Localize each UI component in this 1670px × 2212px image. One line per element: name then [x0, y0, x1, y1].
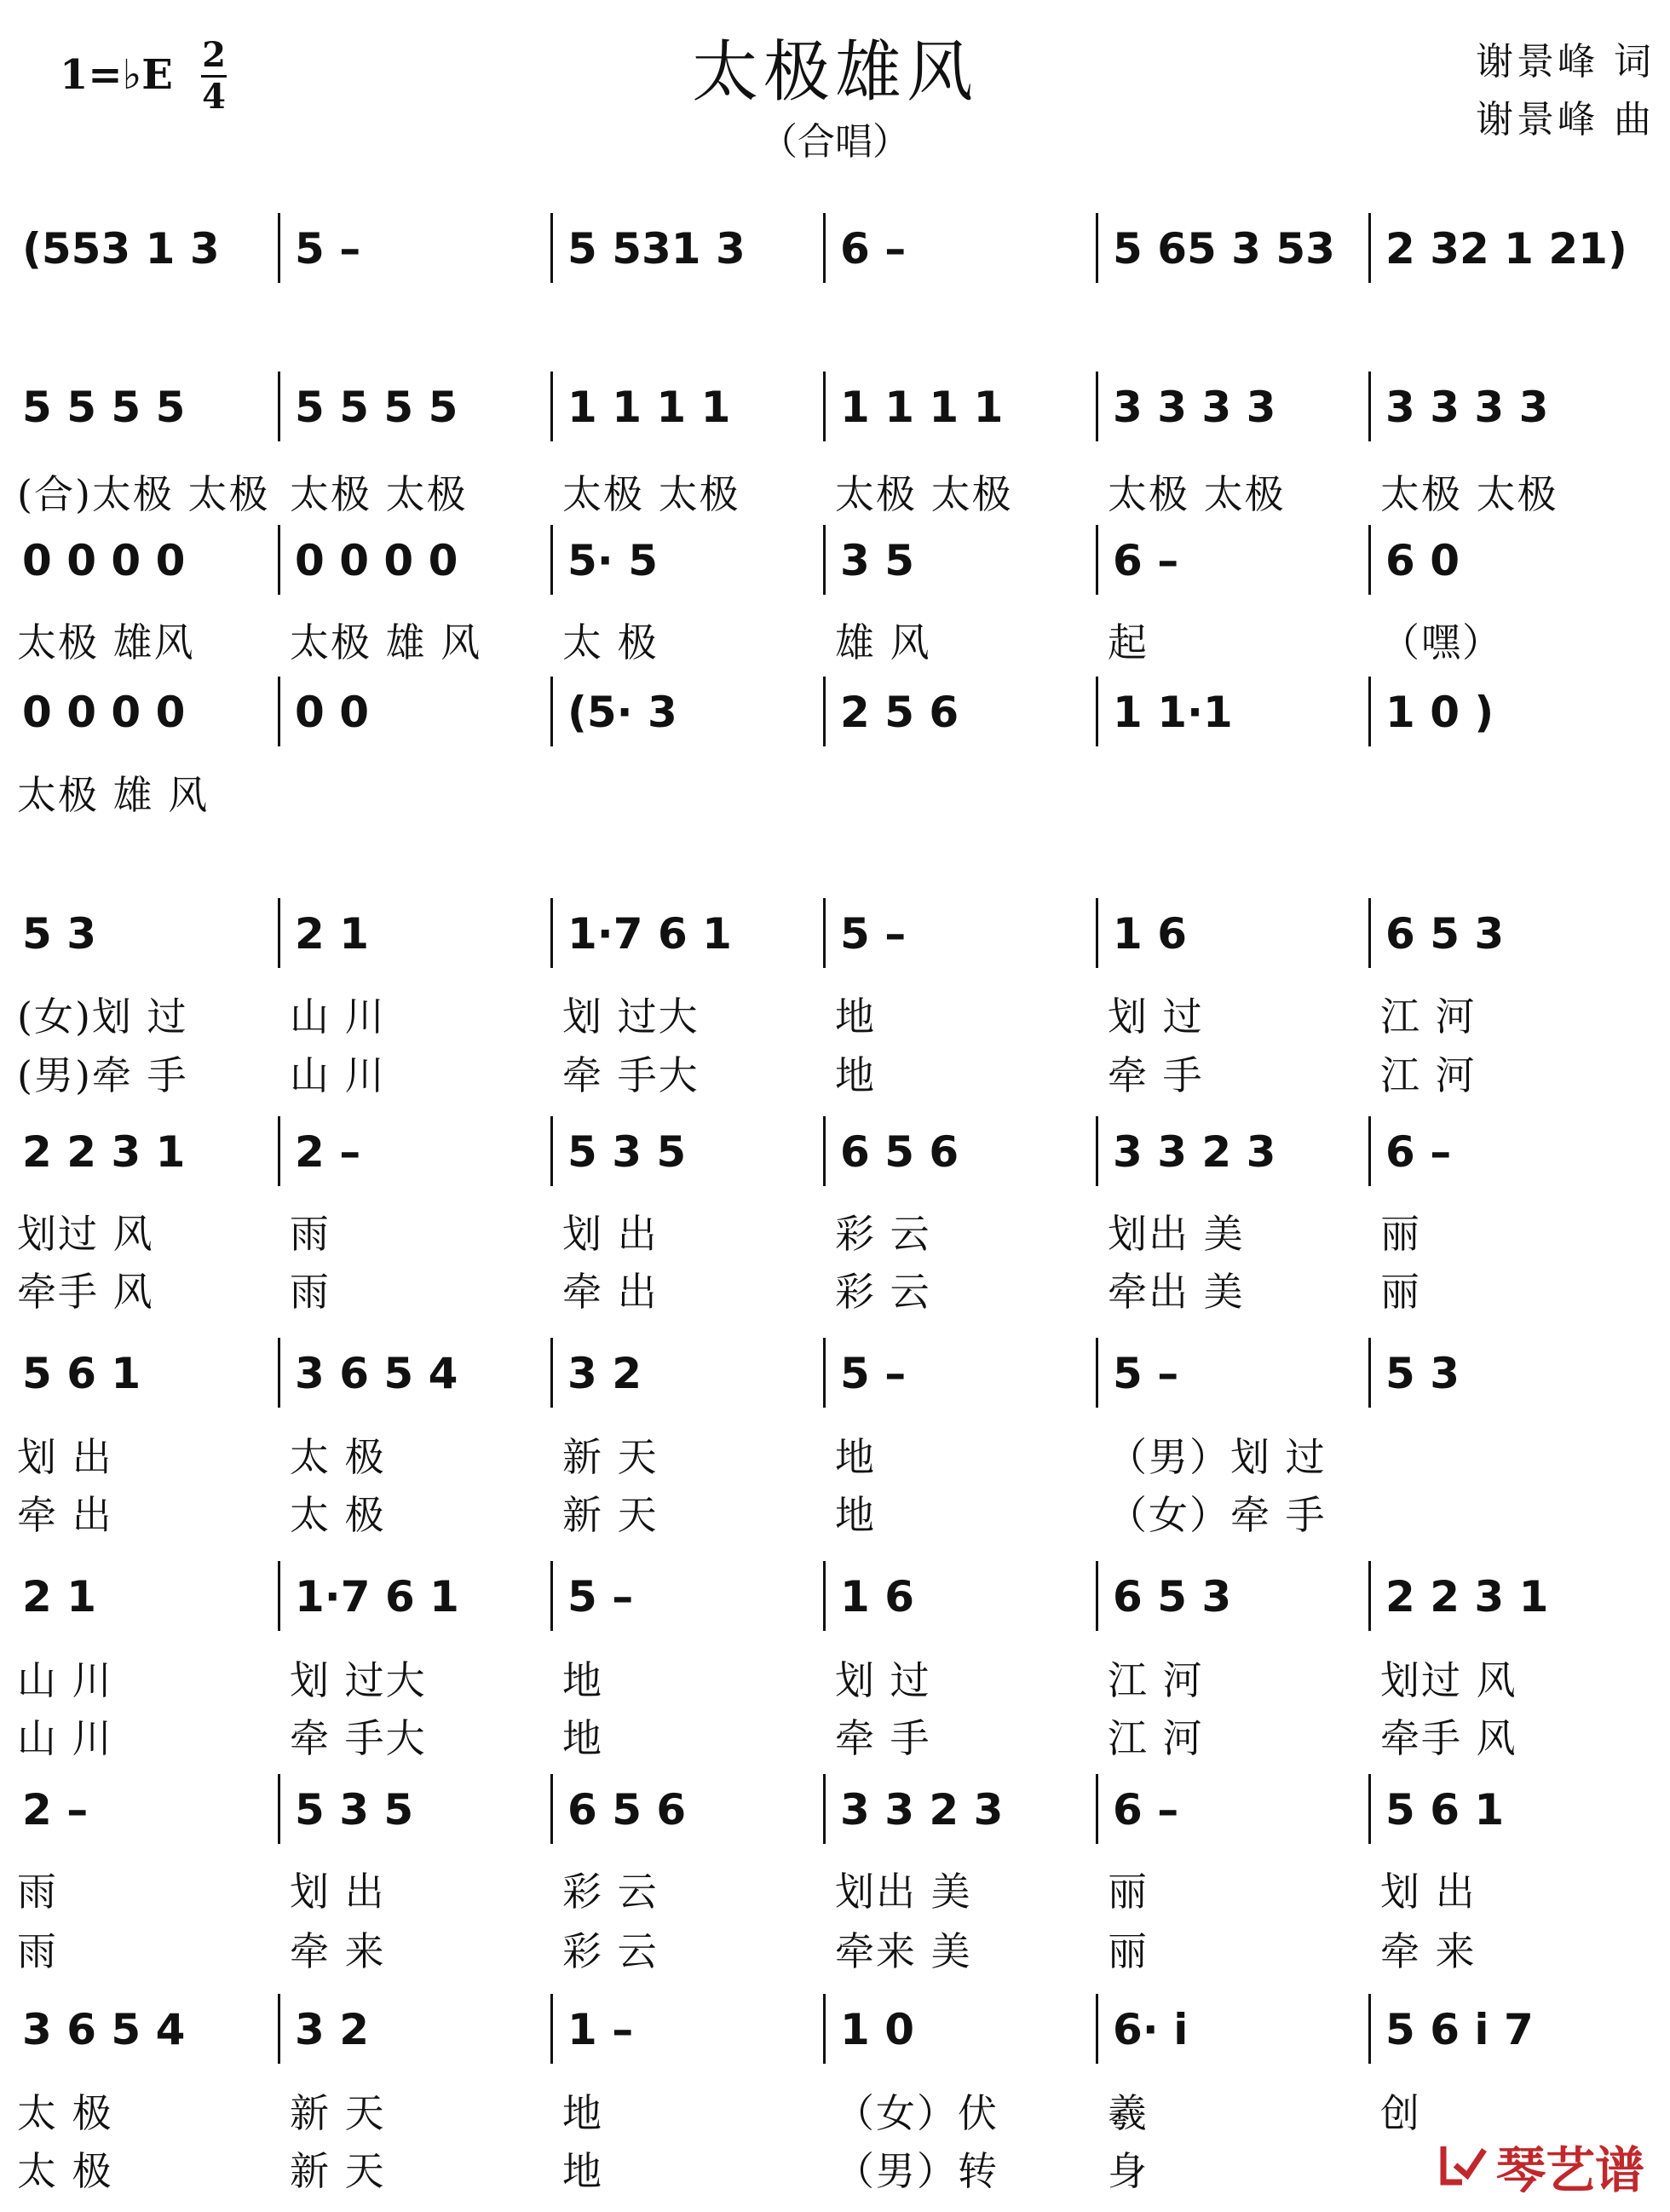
lyric-text: 太极 太极: [562, 471, 740, 517]
measure-notes: 3 3 2 3: [840, 1785, 1004, 1835]
lyric-text: 划 出: [17, 1434, 113, 1480]
measure-notes: 5 –: [840, 909, 907, 959]
watermark-logo: [1437, 2130, 1644, 2202]
measure-notes: 6· i: [1113, 2005, 1189, 2054]
measure-notes: (5· 3: [567, 688, 677, 737]
measure-notes: 5 –: [295, 224, 361, 274]
measure-notes: 6 5 3: [1385, 909, 1505, 959]
measure-notes: 5 531 3: [567, 224, 746, 274]
bar-line: [1368, 677, 1371, 746]
bar-line: [1096, 525, 1098, 595]
bar-line: [1368, 1994, 1371, 2064]
lyric-text: 划 出: [562, 1211, 659, 1257]
measure-notes: 5 5 5 5: [295, 383, 458, 432]
measure-notes: 1 –: [567, 2005, 634, 2054]
notation-row: [0, 1571, 1670, 1656]
lyric-text: 太 极: [17, 2148, 113, 2194]
lyric-text: 划出 美: [1108, 1211, 1245, 1257]
bar-line: [823, 898, 826, 968]
bar-line: [823, 1561, 826, 1631]
bar-line: [1096, 213, 1098, 283]
bar-line: [1368, 898, 1371, 968]
measure-notes: 2 2 3 1: [1385, 1572, 1549, 1622]
bar-line: [823, 1338, 826, 1408]
song-subtitle: （合唱）: [760, 120, 910, 164]
bar-line: [1096, 1116, 1098, 1186]
lyric-row: [0, 1714, 1670, 1766]
lyric-text: 地: [835, 1052, 876, 1098]
lyric-row: [0, 1927, 1670, 1979]
lyric-row: [0, 2147, 1670, 2198]
lyric-text: （嘿）: [1380, 619, 1503, 665]
song-title: 太极雄风: [691, 34, 978, 111]
lyric-row: [0, 1051, 1670, 1103]
lyric-text: 牵 手: [1108, 1052, 1204, 1098]
meter-bottom: 4: [202, 77, 226, 117]
lyric-text: 丽: [1380, 1269, 1421, 1315]
lyric-text: 丽: [1108, 1869, 1149, 1915]
lyric-text: 牵 出: [17, 1492, 113, 1538]
bar-line: [278, 213, 280, 283]
lyric-text: 江 河: [1380, 1052, 1477, 1098]
notation-row: [0, 1784, 1670, 1869]
measure-notes: 6 –: [1113, 536, 1179, 585]
measure-notes: (553 1 3: [22, 224, 220, 274]
meter-top: 2: [202, 35, 226, 75]
lyric-text: 牵 手大: [562, 1052, 700, 1098]
bar-line: [278, 1116, 280, 1186]
lyric-text: (女)划 过: [17, 994, 188, 1040]
lyric-text: 羲: [1108, 2090, 1149, 2136]
measure-notes: 0 0 0 0: [295, 536, 458, 585]
lyric-row: [0, 1491, 1670, 1542]
measure-notes: 5 3 5: [295, 1785, 414, 1835]
measure-notes: 3 2: [295, 2005, 369, 2054]
lyric-text: 太极 雄 风: [290, 619, 482, 665]
lyric-text: （女）牵 手: [1108, 1492, 1327, 1538]
lyric-text: 地: [562, 1657, 603, 1703]
lyric-text: 彩 云: [835, 1211, 931, 1257]
lyric-row: [0, 993, 1670, 1044]
lyric-text: 太 极: [562, 619, 659, 665]
lyric-text: 划 出: [1380, 1869, 1477, 1915]
measure-notes: 3 3 2 3: [1113, 1127, 1276, 1177]
lyric-row: [0, 1868, 1670, 1919]
bar-line: [823, 1116, 826, 1186]
measure-notes: 3 2: [567, 1349, 642, 1398]
lyric-text: 太 极: [17, 2090, 113, 2136]
lyric-text: 创: [1380, 2090, 1421, 2136]
lyric-text: 新 天: [290, 2090, 386, 2136]
lyric-text: 彩 云: [562, 1869, 659, 1915]
lyric-text: （男）划 过: [1108, 1434, 1327, 1480]
lyric-text: 山 川: [290, 994, 386, 1040]
measure-notes: 3 3 3 3: [1113, 383, 1276, 432]
lyric-text: 太极 太极: [1380, 471, 1558, 517]
lyric-text: 地: [562, 2090, 603, 2136]
bar-line: [1368, 1116, 1371, 1186]
lyric-row: [0, 2089, 1670, 2140]
lyric-text: 牵手 风: [17, 1269, 154, 1315]
notation-row: [0, 1348, 1670, 1433]
lyric-text: 新 天: [562, 1492, 659, 1538]
bar-line: [1368, 213, 1371, 283]
bar-line: [278, 525, 280, 595]
lyric-text: 江 河: [1108, 1715, 1204, 1761]
lyric-text: 划过 风: [17, 1211, 154, 1257]
measure-notes: 6 5 6: [840, 1127, 959, 1177]
lyric-text: （男）转: [835, 2148, 999, 2194]
measure-notes: 3 6 5 4: [295, 1349, 458, 1398]
measure-notes: 1 6: [840, 1572, 914, 1622]
bar-line: [550, 1774, 553, 1844]
measure-notes: 5 65 3 53: [1113, 224, 1335, 274]
bar-line: [278, 1561, 280, 1631]
measure-notes: 2 1: [295, 909, 369, 959]
bar-line: [1096, 677, 1098, 746]
lyric-row: [0, 1268, 1670, 1319]
measure-notes: 5· 5: [567, 536, 658, 585]
bar-line: [278, 898, 280, 968]
lyric-row: [0, 470, 1670, 521]
lyric-text: 身: [1108, 2148, 1149, 2194]
time-signature: [201, 37, 227, 115]
measure-notes: 5 3: [1385, 1349, 1460, 1398]
lyric-text: 牵 来: [1380, 1928, 1477, 1974]
lyric-text: 雨: [290, 1211, 331, 1257]
measure-notes: 6 5 3: [1113, 1572, 1232, 1622]
measure-notes: 5 –: [567, 1572, 634, 1622]
bar-line: [550, 1561, 553, 1631]
lyric-text: 地: [562, 1715, 603, 1761]
measure-notes: 5 5 5 5: [22, 383, 186, 432]
measure-notes: 2 32 1 21): [1385, 224, 1627, 274]
lyric-text: 划 过: [1108, 994, 1204, 1040]
lyric-text: 牵来 美: [835, 1928, 972, 1974]
lyric-text: 地: [835, 1434, 876, 1480]
watermark-text: 琴艺谱: [1495, 2141, 1644, 2199]
measure-notes: 5 6 1: [1385, 1785, 1505, 1835]
lyric-row: [0, 1433, 1670, 1484]
bar-line: [550, 1338, 553, 1408]
measure-notes: 2 1: [22, 1572, 96, 1622]
bar-line: [823, 1994, 826, 2064]
lyric-text: 江 河: [1108, 1657, 1204, 1703]
bar-line: [278, 1774, 280, 1844]
bar-line: [1096, 1338, 1098, 1408]
composer-credit: 谢景峰 曲: [1476, 98, 1655, 141]
lyric-text: 丽: [1380, 1211, 1421, 1257]
bar-line: [1368, 1561, 1371, 1631]
measure-notes: 2 5 6: [840, 688, 959, 737]
notation-row: [0, 535, 1670, 620]
measure-notes: 1·7 6 1: [295, 1572, 459, 1622]
bar-line: [823, 525, 826, 595]
bar-line: [1096, 1774, 1098, 1844]
bar-line: [1096, 1994, 1098, 2064]
notation-row: [0, 908, 1670, 994]
bar-line: [823, 1774, 826, 1844]
lyric-text: (合)太极 太极: [17, 471, 270, 517]
lyric-text: 地: [562, 2148, 603, 2194]
measure-notes: 6 –: [1113, 1785, 1179, 1835]
lyric-text: （女）伏: [835, 2090, 999, 2136]
bar-line: [823, 372, 826, 441]
bar-line: [550, 525, 553, 595]
measure-notes: 2 2 3 1: [22, 1127, 186, 1177]
lyric-text: 牵 来: [290, 1928, 386, 1974]
lyric-text: 划出 美: [835, 1869, 972, 1915]
measure-notes: 1 1 1 1: [567, 383, 731, 432]
lyric-text: 划 出: [290, 1869, 386, 1915]
notation-row: [0, 2004, 1670, 2089]
measure-notes: 5 3: [22, 909, 96, 959]
lyric-text: 划过 风: [1380, 1657, 1517, 1703]
lyric-text: 新 天: [290, 2148, 386, 2194]
lyric-text: 新 天: [562, 1434, 659, 1480]
measure-notes: 6 5 6: [567, 1785, 687, 1835]
measure-notes: 6 0: [1385, 536, 1460, 585]
lyric-text: 起: [1108, 619, 1149, 665]
lyric-text: 雨: [17, 1869, 58, 1915]
logo-icon: [1437, 2140, 1489, 2192]
lyric-text: 太极 太极: [290, 471, 468, 517]
measure-notes: 0 0 0 0: [22, 688, 186, 737]
bar-line: [550, 677, 553, 746]
measure-notes: 1·7 6 1: [567, 909, 732, 959]
measure-notes: 3 3 3 3: [1385, 383, 1549, 432]
lyric-text: 彩 云: [835, 1269, 931, 1315]
lyric-text: (男)牵 手: [17, 1052, 188, 1098]
lyric-text: 彩 云: [562, 1928, 659, 1974]
measure-notes: 6 –: [1385, 1127, 1452, 1177]
bar-line: [550, 1994, 553, 2064]
bar-line: [1368, 1774, 1371, 1844]
lyric-text: 划 过: [835, 1657, 931, 1703]
measure-notes: 5 –: [1113, 1349, 1179, 1398]
measure-notes: 0 0: [295, 688, 369, 737]
bar-line: [278, 1338, 280, 1408]
lyric-row: [0, 771, 1670, 822]
lyric-text: 丽: [1108, 1928, 1149, 1974]
measure-notes: 1 0: [840, 2005, 914, 2054]
lyric-text: 牵出 美: [1108, 1269, 1245, 1315]
lyric-text: 山 川: [17, 1715, 113, 1761]
lyric-text: 雨: [17, 1928, 58, 1974]
lyric-text: 划 过大: [562, 994, 700, 1040]
bar-line: [1096, 372, 1098, 441]
lyric-text: 地: [835, 1492, 876, 1538]
lyric-text: 划 过大: [290, 1657, 427, 1703]
bar-line: [550, 1116, 553, 1186]
measure-notes: 5 –: [840, 1349, 907, 1398]
bar-line: [823, 677, 826, 746]
lyric-row: [0, 1656, 1670, 1708]
lyric-text: 江 河: [1380, 994, 1477, 1040]
bar-line: [278, 677, 280, 746]
bar-line: [550, 372, 553, 441]
measure-notes: 1 1·1: [1113, 688, 1233, 737]
lyric-text: 牵 手: [835, 1715, 931, 1761]
measure-notes: 2 –: [22, 1785, 89, 1835]
lyric-row: [0, 619, 1670, 670]
lyric-text: 牵 手大: [290, 1715, 427, 1761]
lyric-text: 太极 雄风: [17, 619, 195, 665]
bar-line: [1368, 1338, 1371, 1408]
measure-notes: 1 6: [1113, 909, 1187, 959]
lyric-text: 太极 太极: [835, 471, 1013, 517]
bar-line: [1096, 898, 1098, 968]
key-signature: 1=♭E: [60, 51, 173, 99]
lyric-text: 太 极: [290, 1492, 386, 1538]
bar-line: [823, 213, 826, 283]
lyric-text: 山 川: [17, 1657, 113, 1703]
bar-line: [550, 213, 553, 283]
lyric-row: [0, 1210, 1670, 1261]
bar-line: [550, 898, 553, 968]
bar-line: [278, 1994, 280, 2064]
lyric-text: 太极 雄 风: [17, 772, 210, 818]
lyricist-credit: 谢景峰 词: [1476, 40, 1655, 84]
lyric-text: 太极 太极: [1108, 471, 1286, 517]
bar-line: [278, 372, 280, 441]
measure-notes: 6 –: [840, 224, 907, 274]
notation-row: [0, 687, 1670, 772]
lyric-text: 地: [835, 994, 876, 1040]
measure-notes: 5 6 1: [22, 1349, 141, 1398]
measure-notes: 5 6 i 7: [1385, 2005, 1534, 2054]
bar-line: [1368, 525, 1371, 595]
lyric-text: 太 极: [290, 1434, 386, 1480]
notation-row: [0, 1126, 1670, 1212]
lyric-text: 山 川: [290, 1052, 386, 1098]
measure-notes: 2 –: [295, 1127, 361, 1177]
lyric-text: 雨: [290, 1269, 331, 1315]
measure-notes: 1 1 1 1: [840, 383, 1004, 432]
measure-notes: 1 0 ): [1385, 688, 1494, 737]
measure-notes: 3 5: [840, 536, 914, 585]
bar-line: [1096, 1561, 1098, 1631]
bar-line: [1368, 372, 1371, 441]
lyric-text: 雄 风: [835, 619, 931, 665]
measure-notes: 0 0 0 0: [22, 536, 186, 585]
notation-row: [0, 223, 1670, 308]
measure-notes: 3 6 5 4: [22, 2005, 186, 2054]
notation-row: [0, 382, 1670, 467]
lyric-text: 牵 出: [562, 1269, 659, 1315]
measure-notes: 5 3 5: [567, 1127, 687, 1177]
lyric-text: 牵手 风: [1380, 1715, 1517, 1761]
